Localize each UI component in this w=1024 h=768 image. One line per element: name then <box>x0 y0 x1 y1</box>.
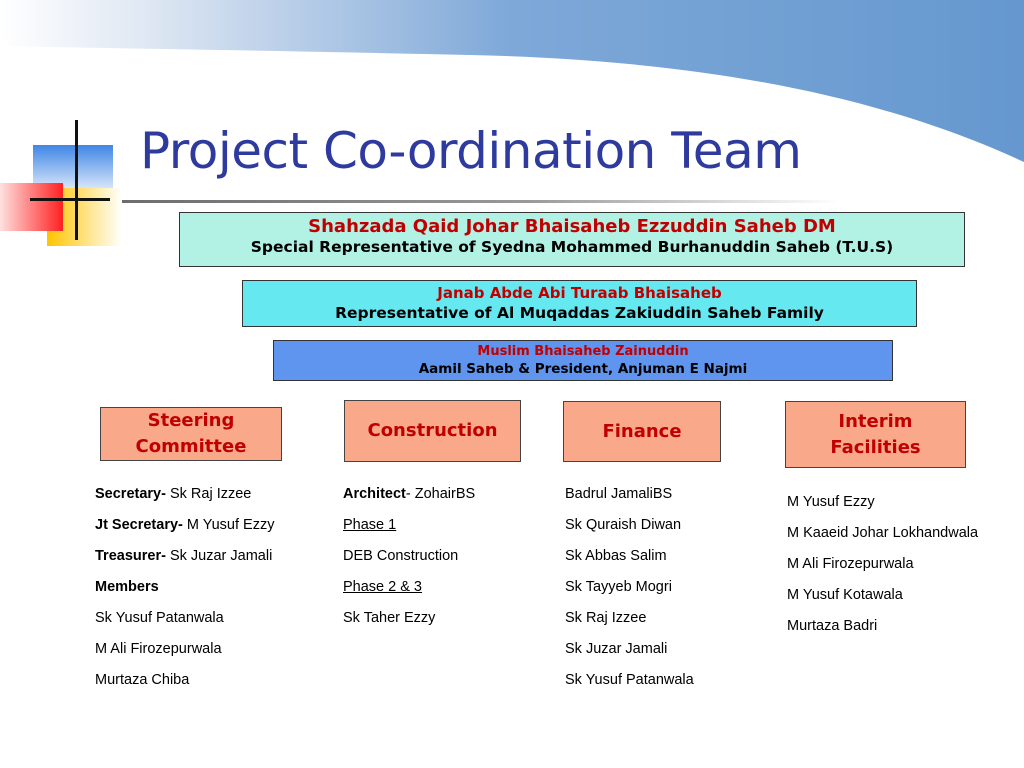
dept-box-construction <box>344 400 521 462</box>
decor-horizontal-line <box>30 198 110 201</box>
list-item: Murtaza Badri <box>787 618 878 634</box>
title-underline <box>60 200 840 203</box>
list-item <box>343 484 475 515</box>
list-item <box>343 577 475 608</box>
finance-members <box>565 484 694 701</box>
member-label: Secretary- <box>95 486 166 502</box>
hierarchy-box-top <box>179 212 965 267</box>
list-item: DEB Construction <box>343 548 459 564</box>
decor-vertical-line <box>75 120 78 240</box>
member-label: Architect <box>343 486 406 502</box>
list-item: Sk Raj Izzee <box>565 610 647 626</box>
hierarchy-box-bottom <box>273 340 893 381</box>
hierarchy-role: Special Representative of Syedna Mohammed Burhanuddin Saheb (T.U.S) <box>250 238 894 256</box>
dept-box-steering-committee <box>100 407 282 461</box>
page-title: Project Co-ordination Team <box>140 122 802 180</box>
dept-label: Steering Committee <box>135 410 247 457</box>
list-item <box>343 515 475 546</box>
list-item: M Ali Firozepurwala <box>95 641 222 657</box>
list-item: M Yusuf Kotawala <box>787 587 903 603</box>
list-item: M Ali Firozepurwala <box>787 556 914 572</box>
decor-red-square <box>0 183 63 231</box>
list-item: Murtaza Chiba <box>95 672 190 688</box>
hierarchy-role: Representative of Al Muqaddas Zakiuddin Saheb Family <box>335 304 824 322</box>
member-value: Sk Juzar Jamali <box>165 548 273 564</box>
member-label: Treasurer- <box>95 548 166 564</box>
hierarchy-name: Shahzada Qaid Johar Bhaisaheb Ezzuddin Saheb DM <box>308 216 836 237</box>
list-item: Sk Juzar Jamali <box>565 641 668 657</box>
dept-box-finance <box>563 401 721 462</box>
phase-heading: Phase 1 <box>343 517 397 533</box>
phase-heading: Phase 2 & 3 <box>343 579 422 595</box>
list-item <box>95 484 274 515</box>
member-value: - ZohairBS <box>405 486 476 502</box>
hierarchy-box-middle <box>242 280 917 327</box>
list-item: Badrul JamaliBS <box>565 486 673 502</box>
list-item: Sk Yusuf Patanwala <box>95 610 224 626</box>
dept-label: Finance <box>602 420 682 442</box>
member-label: Jt Secretary- <box>95 517 183 533</box>
hierarchy-role: Aamil Saheb & President, Anjuman E Najmi <box>418 361 748 377</box>
member-value: M Yusuf Ezzy <box>182 517 275 533</box>
list-item: Sk Taher Ezzy <box>343 610 436 626</box>
list-item: Sk Yusuf Patanwala <box>565 672 694 688</box>
hierarchy-name: Muslim Bhaisaheb Zainuddin <box>477 344 689 359</box>
list-item: M Kaaeid Johar Lokhandwala <box>787 525 979 541</box>
interim-facilities-members <box>787 492 978 647</box>
steering-committee-members <box>95 484 274 701</box>
hierarchy-name: Janab Abde Abi Turaab Bhaisaheb <box>437 284 722 302</box>
list-item <box>95 515 274 546</box>
list-item: Sk Abbas Salim <box>565 548 667 564</box>
list-item: M Yusuf Ezzy <box>787 494 875 510</box>
dept-label: Interim Facilities <box>830 410 921 458</box>
list-item: Sk Quraish Diwan <box>565 517 682 533</box>
dept-box-interim-facilities <box>785 401 966 468</box>
list-item: Sk Tayyeb Mogri <box>565 579 672 595</box>
member-value: Sk Raj Izzee <box>165 486 252 502</box>
list-item <box>95 577 274 608</box>
member-label: Members <box>95 579 159 595</box>
list-item <box>95 546 274 577</box>
dept-label: Construction <box>367 420 498 441</box>
construction-members <box>343 484 475 639</box>
